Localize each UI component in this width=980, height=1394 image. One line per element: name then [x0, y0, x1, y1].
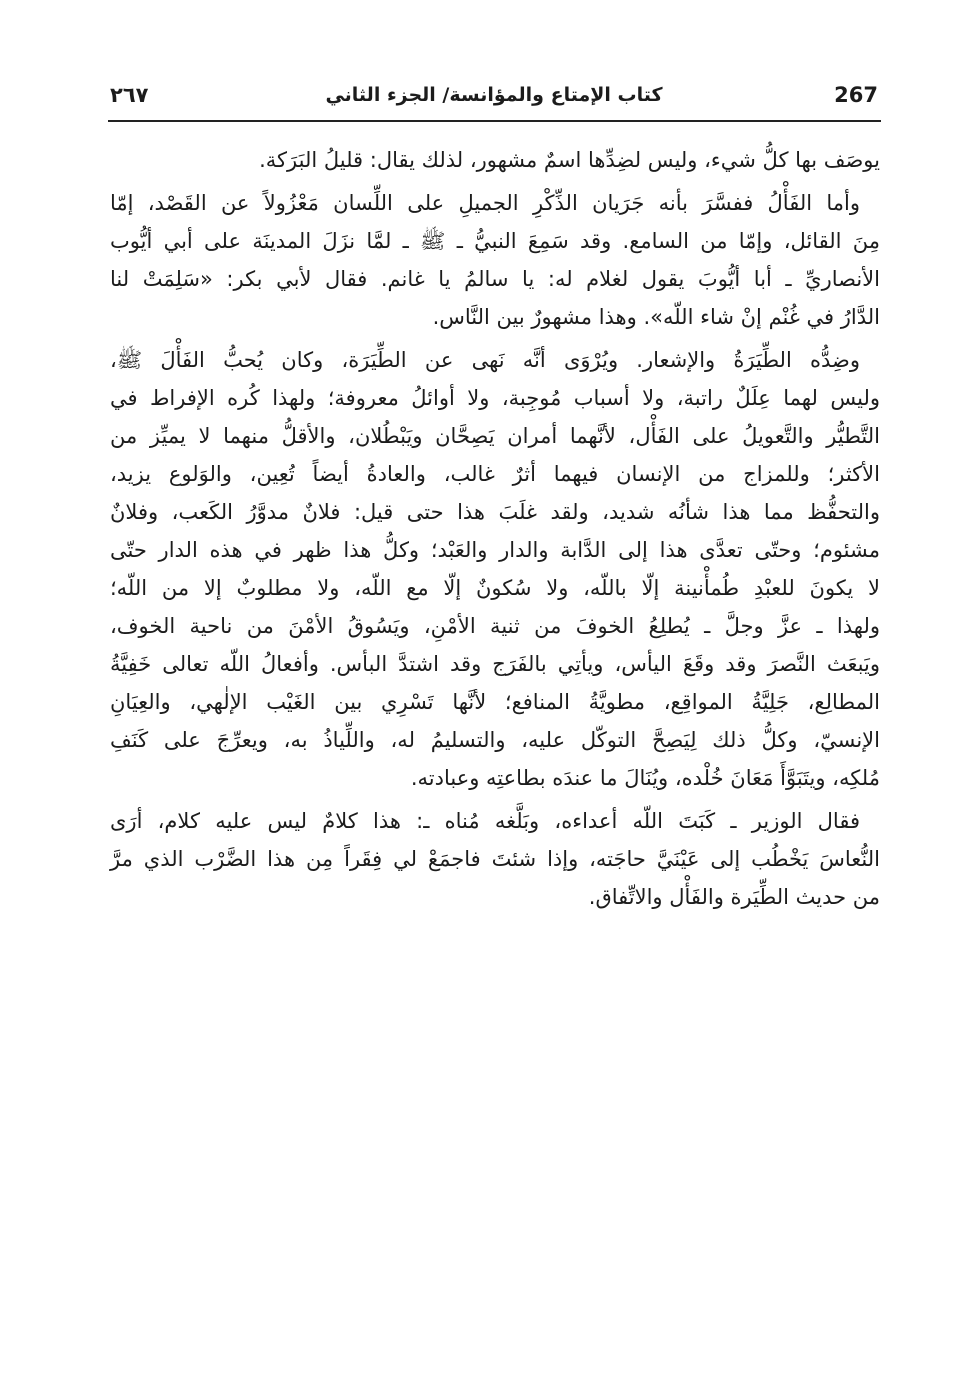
text-line: فقال الوزير ـ كَبَتَ اللّه أعداءه، وبَلَّغه مُناه ـ: هذا كلامٌ ليس عليه كلام، أرَى [110, 809, 860, 833]
text-line: ولهذا ـ عزَّ وجلَّ ـ يُطلِعُ الخوفَ من ثنية الأمْنِ، ويَسُوقُ الأمْنَ من ناحية الخوف، [110, 614, 880, 638]
paragraph [110, 141, 880, 179]
text-line: مُلكِه، ويتَبَوَّأَ مَعَانَ خُلْده، ويُنَالَ ما عندَه بطاعتِه وعبادته. [410, 766, 880, 790]
text-line: ويَبعَث النَّصرَ وقد وقَعَ اليأس، ويأتِي بالفَرَج وقد اشتدَّ البأس. وأفعالُ اللّه تعالى خَفِيَّةُ [110, 652, 880, 676]
running-title: كتاب الإمتاع والمؤانسة/ الجزء الثاني [325, 84, 663, 106]
text-line: وليس لهما عِلَلٌ راتبة، ولا أسباب مُوجِبة، ولا أوائلُ معروفة؛ ولهذا كُره الإفراط في [110, 386, 880, 410]
text-line: لا يكونَ للعبْدِ طُمأْنينة إلّا باللّه، ولا سُكونٌ إلّا مع اللّه، ولا مطلوبٌ إلا من اللّه؛ [110, 576, 880, 600]
paragraph [110, 184, 880, 336]
text-line: والتحفُّظ مما هذا شأنُه شديد، ولقد غلَبَ هذا حتى قيل: فلانٌ مدوَّرُ الكَعب، وفلانٌ [110, 500, 880, 524]
text-line: يوصَف بها كلُّ شيء، وليس لضِدِّها اسمٌ مشهور، لذلك يقال: قليلُ البَرَكة. [259, 148, 880, 172]
text-line: مشئوم؛ وحتّى تعدَّى هذا إلى الدَّابة والدار والعَبْد؛ وكلُّ هذا ظهر في هذه الدار حتّى [110, 538, 880, 562]
text-line: وأما الفَأْلُ ففسَّرَ بأنه جَرَيان الذِّكْرِ الجميلِ على اللِّسان مَعْزُولاً عن القَصْد، إمّا [110, 191, 860, 215]
text-line: النُّعاسَ يَخْطُب إلى عَيْنَيَّ حاجَته، وإذا شئتَ فاجمَعْ لي فِقَراً مِن هذا الضَّرْب الذي مرَّ [110, 847, 880, 871]
text-line: من حديث الطِّيَرة والفَأْل والاتِّفاق. [588, 885, 880, 909]
text-line: الإنسيّ، وكلُّ ذلك لِيَصِحَّ التوكّل عليه، والتسليمُ له، واللِّياذُ به، ويعرِّجَ على كَنَفِ [110, 728, 880, 752]
text-line: الدَّارُ في غُنْم إنْ شاء اللّه». وهذا مشهورٌ بين النَّاس. [432, 305, 880, 329]
page-number: 267 [834, 83, 878, 107]
text-line: الأكثر؛ وللمزاج من الإنسان فيهما أثرٌ غالب، والعادةُ أيضاً تُعِين، والوَلوع يزيد، [110, 462, 880, 486]
text-line: مِنَ القائل، وإمّا من السامع. وقد سَمِعَ النبيُّ ـ ﷺ ـ لمَّا نزَلَ المدينَة على أبي أيُّوب [110, 229, 880, 253]
body-text [110, 141, 880, 921]
text-line: التَّطيُّر والتَّعويلُ على الفَأْل، لأنَّهما أمران يَصِحَّان ويَبْطُلان، والأقلُّ منهما لا يميِّز من [110, 424, 880, 448]
text-line: وضِدُّه الطِّيَرَةُ والإشعار. ويُرْوَى أنَّه نَهى عن الطِّيَرَة، وكان يُحبُّ الفَأْلَ ﷺ، [110, 348, 860, 372]
paragraph [110, 802, 880, 916]
page-number-arabic: ٢٦٧ [110, 83, 149, 107]
paragraph [110, 341, 880, 797]
header-rule [108, 120, 881, 122]
text-line: المطالِع، جَلِيَّةُ المواقِع، مطويَّةُ المنافع؛ لأنَّها تَسْرِي بين الغَيْب الإلٰهي، والعِيَانِ [110, 690, 880, 714]
running-header [108, 80, 880, 112]
text-line: الأنصاريِّ ـ أبا أيُّوبَ يقول لغلام له: يا سالمُ يا غانم. فقال لأبي بكر: «سَلِمَتْ لنا [110, 267, 880, 291]
